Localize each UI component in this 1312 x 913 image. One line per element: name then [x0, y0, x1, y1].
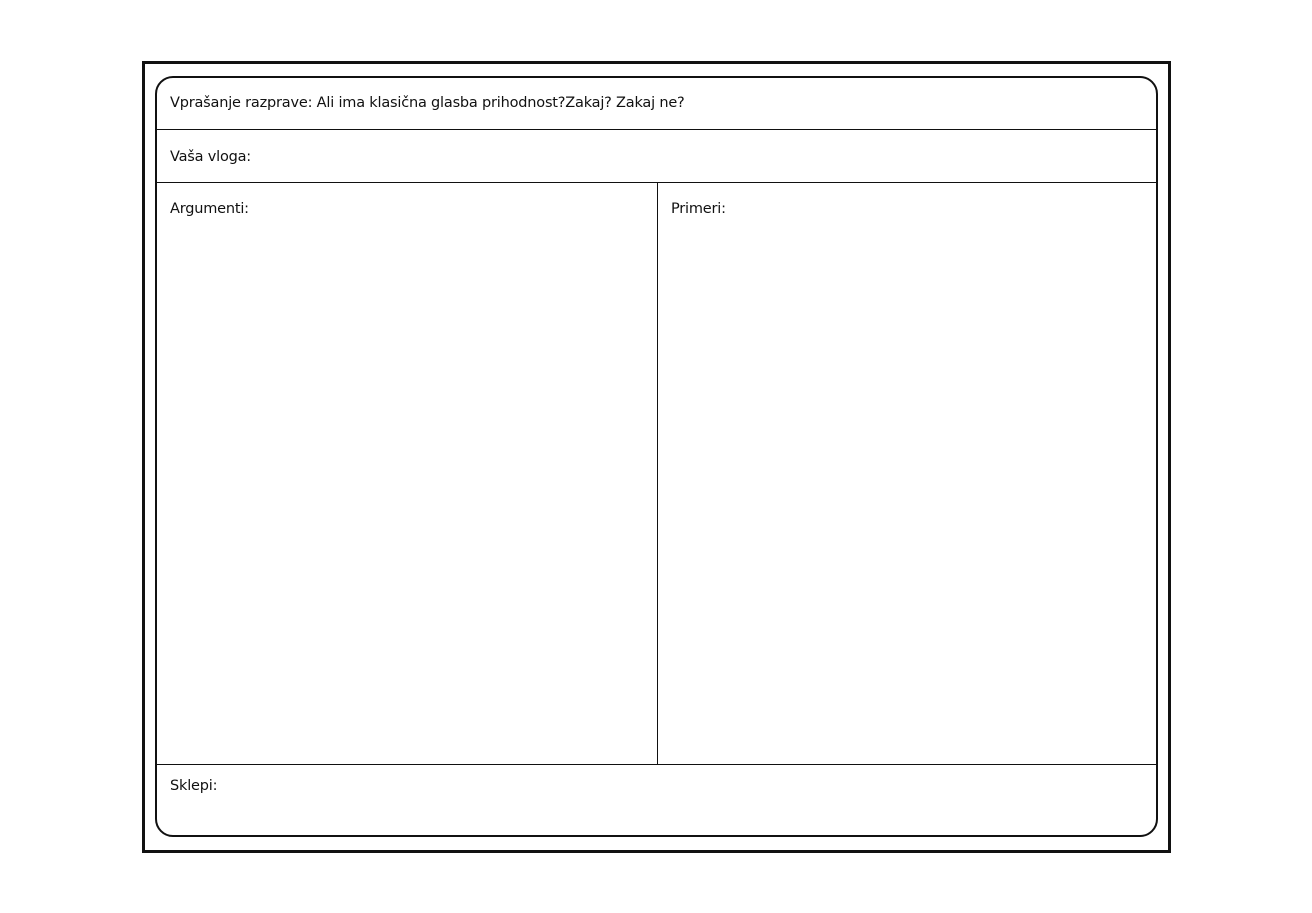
conclusions-row[interactable]	[157, 765, 1156, 835]
role-label: Vaša vloga:	[170, 149, 251, 165]
role-row[interactable]	[157, 130, 1156, 183]
examples-box[interactable]	[658, 183, 1156, 764]
debate-worksheet	[155, 76, 1158, 837]
examples-label: Primeri:	[671, 201, 726, 217]
question-label: Vprašanje razprave: Ali ima klasična glasba prihodnost?Zakaj? Zakaj ne?	[170, 95, 685, 111]
conclusions-label: Sklepi:	[170, 778, 218, 794]
arguments-examples-row	[157, 183, 1156, 765]
question-row[interactable]	[157, 78, 1156, 130]
arguments-label: Argumenti:	[170, 201, 249, 217]
arguments-box[interactable]	[157, 183, 658, 764]
